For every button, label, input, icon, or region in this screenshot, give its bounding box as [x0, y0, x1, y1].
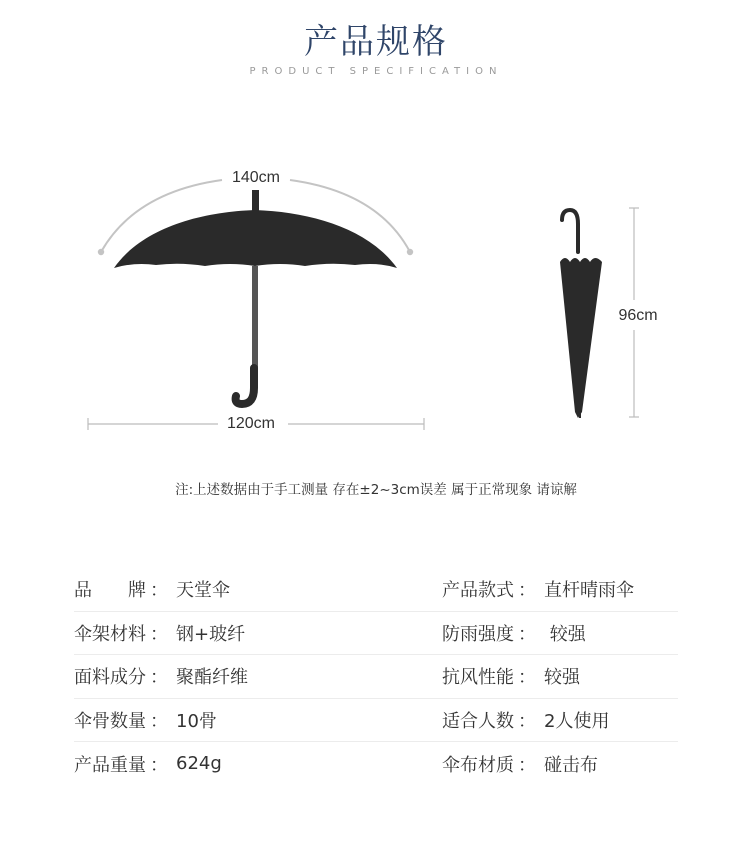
- spec-separator: ：: [518, 754, 536, 776]
- spec-table: [74, 568, 678, 786]
- spec-value: 聚酯纤维: [176, 667, 248, 689]
- spec-separator: ：: [518, 710, 536, 732]
- spec-separator: ：: [150, 710, 168, 732]
- spec-separator: ：: [150, 667, 168, 689]
- open-umbrella-icon: [114, 190, 397, 404]
- canopy-arc-label: 140cm: [231, 169, 281, 186]
- spec-item: [74, 576, 442, 602]
- spec-item: [442, 663, 678, 689]
- spec-separator: ：: [518, 667, 536, 689]
- spec-row: [74, 742, 678, 786]
- spec-label: 适合人数: [442, 710, 514, 732]
- spec-item: [442, 707, 678, 733]
- spec-item: [74, 620, 442, 646]
- spec-row: [74, 612, 678, 656]
- closed-umbrella-icon: [560, 210, 602, 418]
- spec-row: [74, 655, 678, 699]
- spec-item: [442, 751, 678, 777]
- spec-value: 较强: [544, 623, 586, 645]
- spec-item: [442, 620, 678, 646]
- spec-row: [74, 568, 678, 612]
- spec-separator: ：: [150, 580, 168, 602]
- spec-value: 直杆晴雨伞: [544, 580, 634, 602]
- spec-separator: ：: [518, 623, 536, 645]
- spec-label: 抗风性能: [442, 667, 514, 689]
- spec-value: 624g: [176, 753, 222, 775]
- spec-label: 品 牌: [74, 580, 146, 602]
- spec-row: [74, 699, 678, 743]
- spec-label: 产品款式: [442, 580, 514, 602]
- spec-label: 伞布材质: [442, 754, 514, 776]
- spec-separator: ：: [150, 623, 168, 645]
- spec-value: 碰击布: [544, 754, 598, 776]
- spec-label: 伞架材料: [74, 623, 146, 645]
- spec-value: 天堂伞: [176, 580, 230, 602]
- spec-value: 较强: [544, 667, 580, 689]
- spec-label: 面料成分: [74, 667, 146, 689]
- spec-value: 2人使用: [544, 710, 610, 732]
- spec-label: 防雨强度: [442, 623, 514, 645]
- width-label: 120cm: [226, 415, 276, 432]
- spec-separator: ：: [518, 580, 536, 602]
- page-subtitle: PRODUCT SPECIFICATION: [249, 66, 503, 77]
- spec-item: [442, 576, 678, 602]
- height-label: 96cm: [618, 307, 658, 324]
- spec-label: 伞骨数量: [74, 710, 146, 732]
- spec-item: [74, 751, 442, 777]
- spec-label: 产品重量: [74, 754, 146, 776]
- spec-item: [74, 707, 442, 733]
- spec-value: 钢+玻纤: [176, 623, 246, 645]
- spec-value: 10骨: [176, 710, 217, 732]
- measurement-note: 注:上述数据由于手工测量 存在±2~3cm误差 属于正常现象 请谅解: [175, 482, 577, 498]
- spec-item: [74, 663, 442, 689]
- page-title: 产品规格: [304, 22, 448, 62]
- spec-separator: ：: [150, 754, 168, 776]
